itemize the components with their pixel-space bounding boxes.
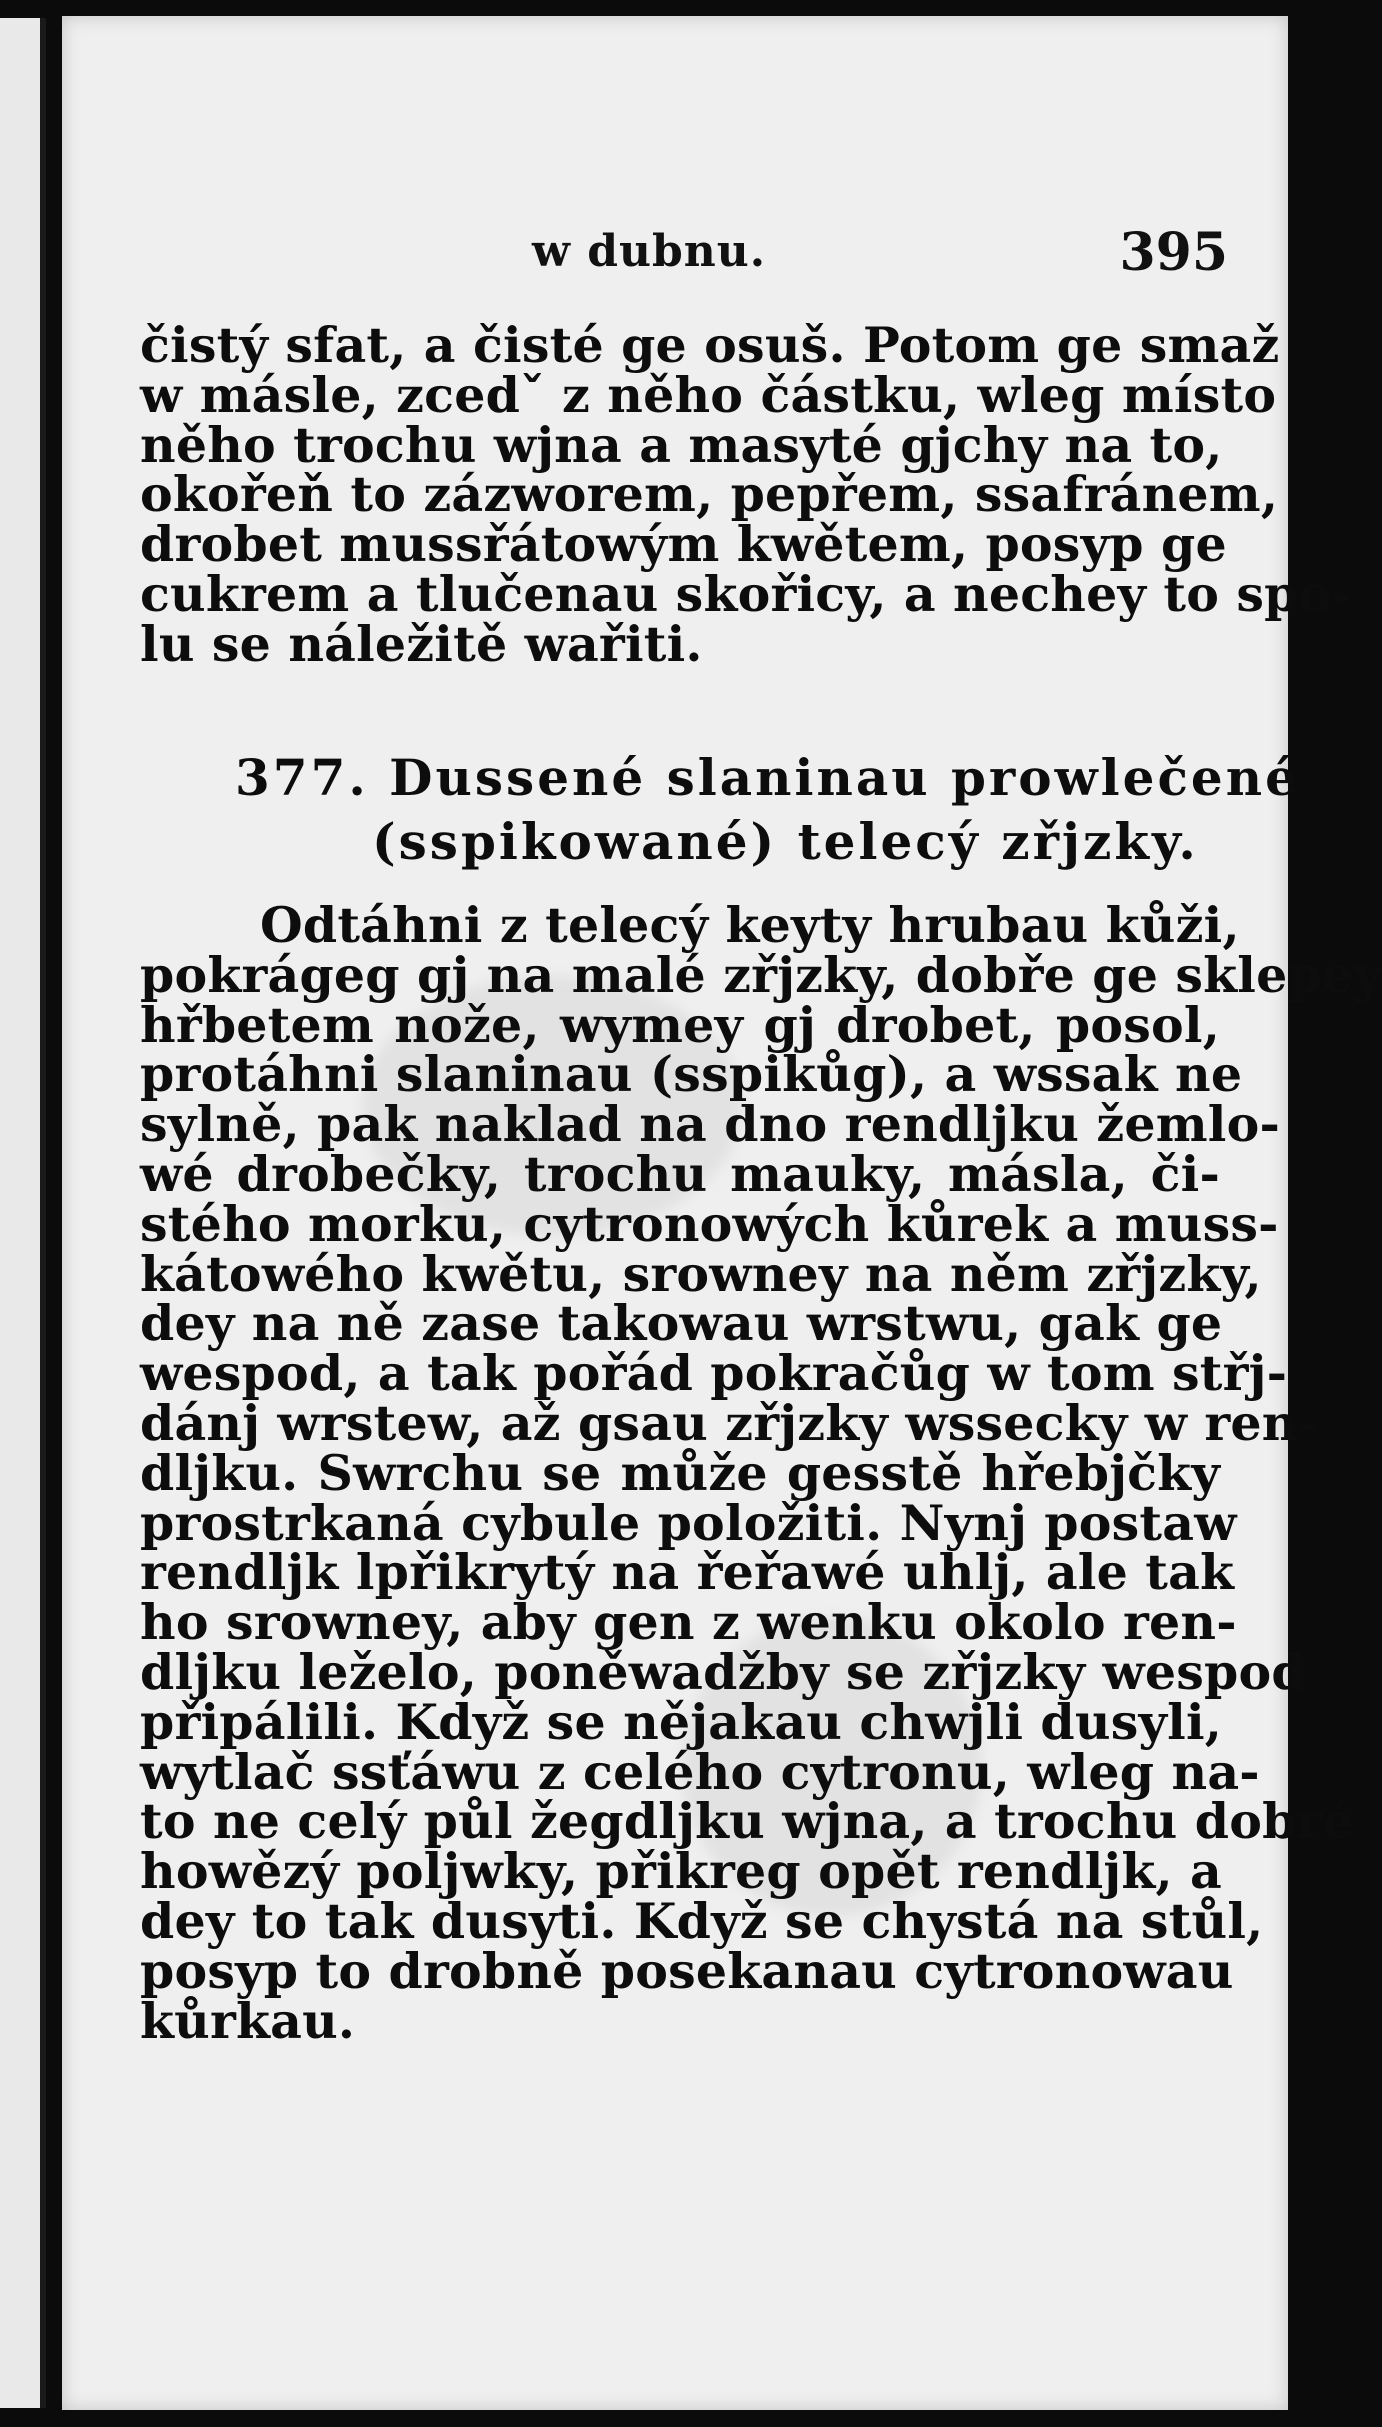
recipe-title-line-2: (sspikowané) telecý zřjzky. bbox=[372, 812, 1199, 871]
text-line: wé drobečky, trochu mauky, másla, či- bbox=[140, 1144, 1220, 1203]
text-line: Odtáhni z telecý keyty hrubau kůži, bbox=[260, 896, 1240, 954]
page-header bbox=[62, 222, 1288, 286]
text-line: kátowého kwětu, srowney na něm zřjzky, bbox=[140, 1244, 1262, 1303]
text-line: sylně, pak naklad na dno rendljku žemlo- bbox=[140, 1095, 1281, 1154]
text-line: howězý poljwky, přikreg opět rendljk, a bbox=[140, 1842, 1222, 1901]
text-line: w másle, zcedˇ z něho částku, wleg místo bbox=[140, 365, 1277, 424]
adjacent-page-edge bbox=[0, 18, 46, 2408]
text-line: to ne celý půl žegdljku wjna, a trochu dobré bbox=[140, 1792, 1354, 1851]
text-line: cukrem a tlučenau skořicy, a nechey to spo- bbox=[140, 564, 1353, 623]
text-line: wespod, a tak pořád pokračůg w tom střj- bbox=[140, 1344, 1288, 1403]
text-line: dey na ně zase takowau wrstwu, gak ge bbox=[140, 1294, 1223, 1353]
running-head: w dubnu. bbox=[532, 226, 767, 277]
text-line: kůrkau. bbox=[140, 1991, 356, 2050]
text-line: připálili. Když se nějakau chwjli dusyli, bbox=[140, 1692, 1223, 1751]
text-line: dánj wrstew, až gsau zřjzky wssecky w ren- bbox=[140, 1393, 1319, 1452]
paragraph-continued bbox=[140, 316, 1353, 673]
text-line: dljku leželo, poněwadžby se zřjzky wespod bbox=[140, 1642, 1306, 1701]
text-line: prostrkaná cybule položiti. Nynj postaw bbox=[140, 1493, 1237, 1552]
text-line: okořeň to zázworem, pepřem, ssafránem, bbox=[140, 465, 1279, 524]
text-line: protáhni slaninau (sspikůg), a wssak ne bbox=[140, 1045, 1243, 1104]
page-number: 395 bbox=[1119, 222, 1228, 283]
text-line: dljku. Swrchu se může gesstě hřebjčky bbox=[140, 1443, 1220, 1502]
recipe-heading bbox=[140, 746, 1300, 874]
text-line: pokrágeg gj na malé zřjzky, dobře ge sklepey bbox=[140, 945, 1382, 1004]
text-line: drobet mussřátowým kwětem, posyp ge bbox=[140, 515, 1227, 574]
text-line: čistý sfat, a čisté ge osuš. Potom ge smaž bbox=[140, 316, 1280, 374]
recipe-body bbox=[140, 896, 1382, 2050]
text-line: dey to tak dusyti. Když se chystá na stůl, bbox=[140, 1891, 1264, 1950]
text-line: ho srowney, aby gen z wenku okolo ren- bbox=[140, 1593, 1237, 1652]
recipe-title-line-1: 377. Dussené slaninau prowlečené bbox=[235, 748, 1300, 807]
text-line: něho trochu wjna a masyté gjchy na to, bbox=[140, 415, 1223, 474]
book-page bbox=[62, 16, 1382, 2410]
text-line: rendljk lpřikrytý na řeřawé uhlj, ale tak bbox=[140, 1543, 1235, 1602]
text-line: wytlač ssťáwu z celého cytronu, wleg na- bbox=[140, 1742, 1260, 1801]
text-line: stého morku, cytronowých kůrek a muss- bbox=[140, 1194, 1279, 1253]
text-line: lu se náležitě wařiti. bbox=[140, 614, 703, 673]
text-line: hřbetem nože, wymey gj drobet, posol, bbox=[140, 995, 1220, 1054]
text-line: posyp to drobně posekanau cytronowau bbox=[140, 1941, 1234, 2000]
